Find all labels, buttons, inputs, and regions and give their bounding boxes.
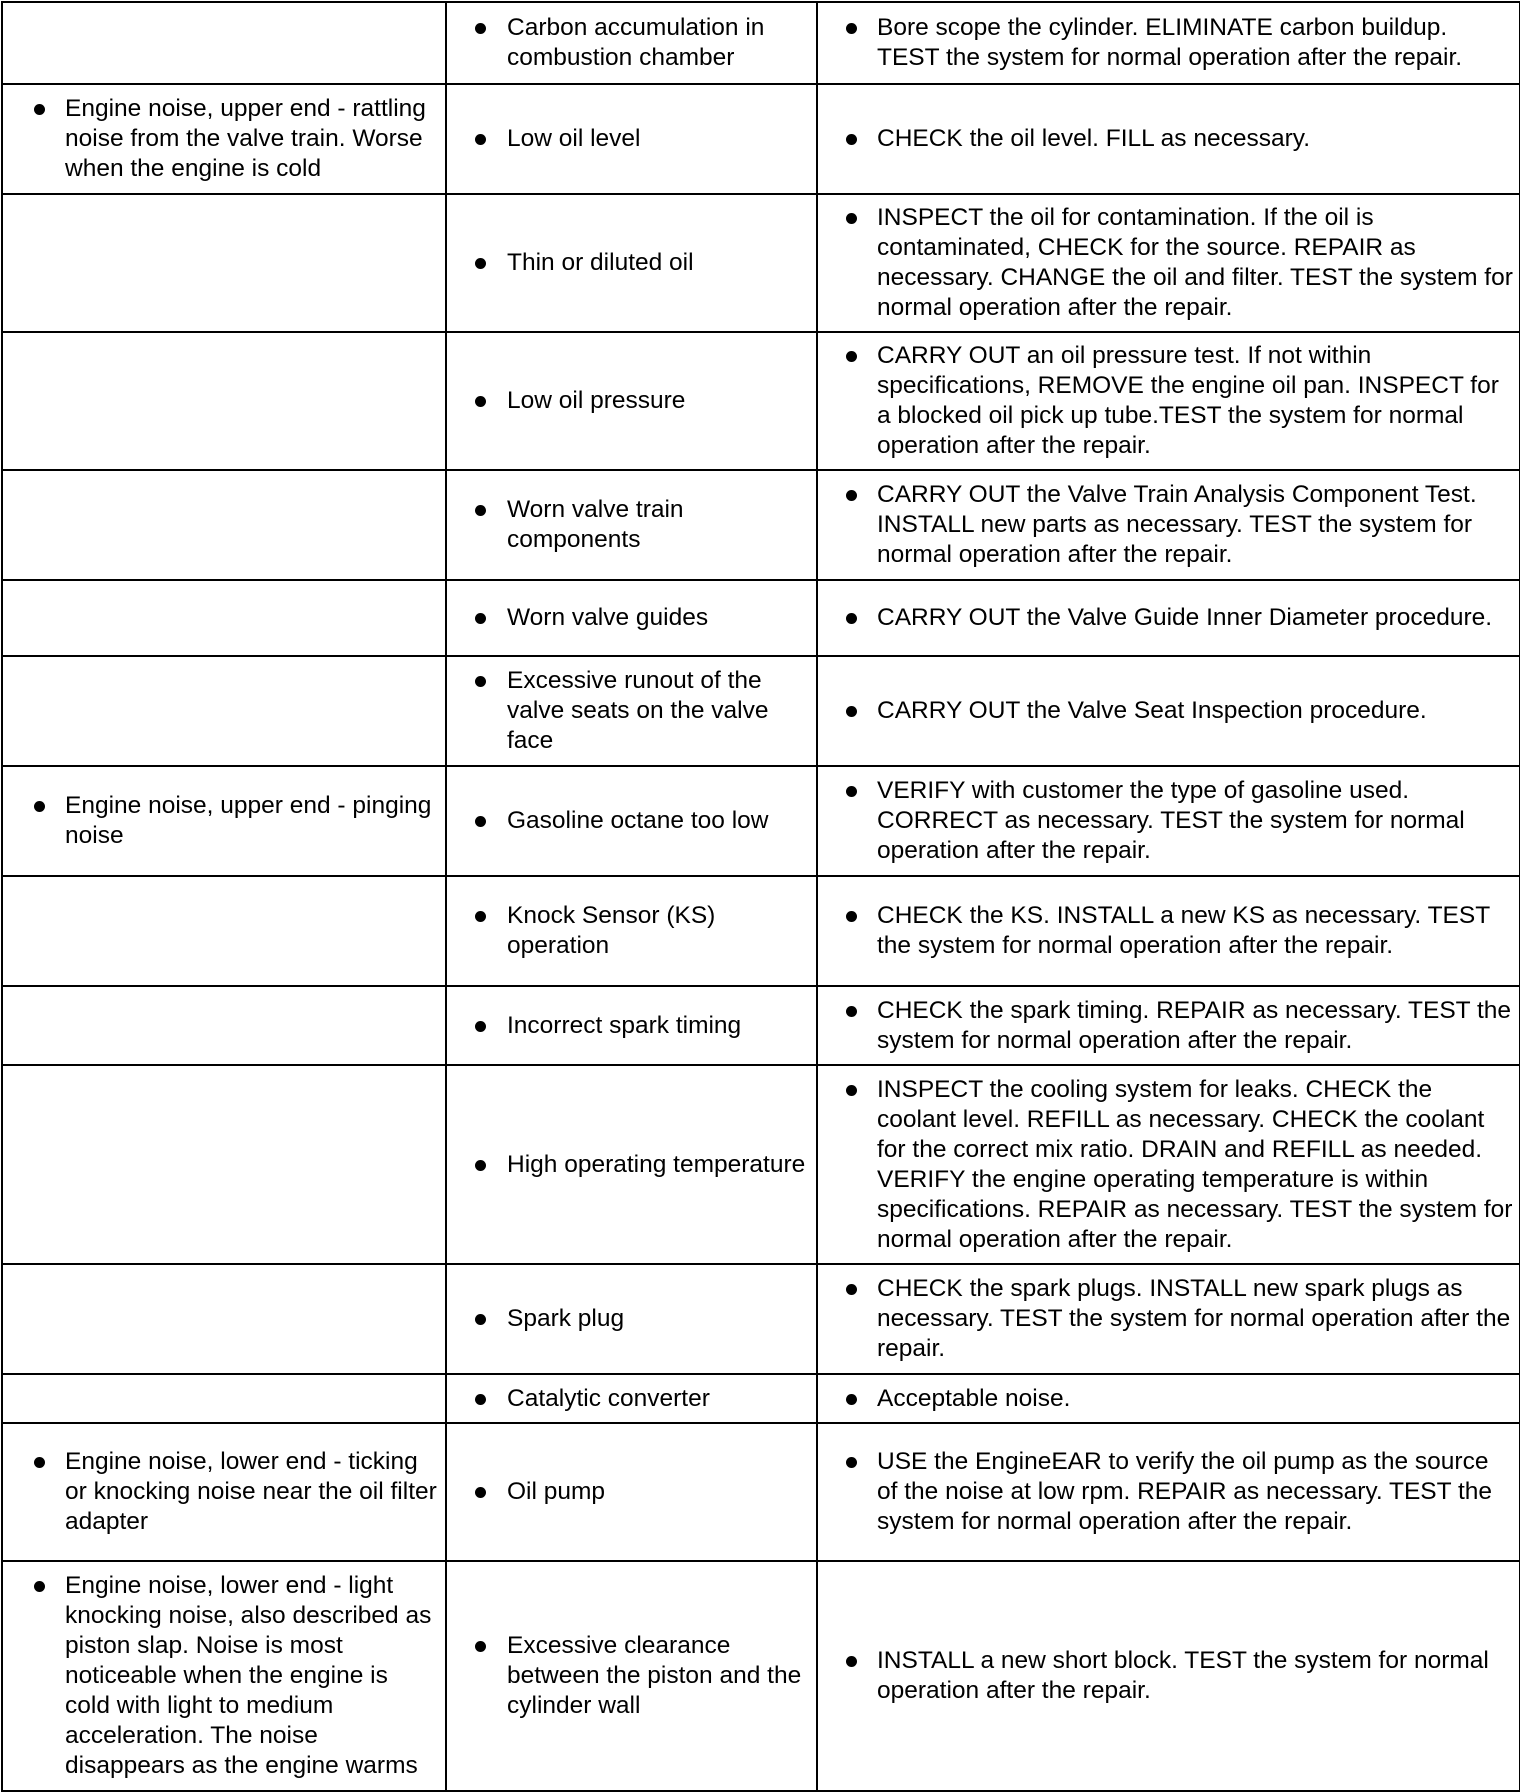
action-cell: [817, 766, 1520, 876]
cause-cell: [446, 194, 817, 332]
condition-cell: [2, 1561, 446, 1791]
bullet-icon: [846, 706, 857, 717]
bullet-icon: [846, 911, 857, 922]
action-cell: [817, 986, 1520, 1065]
action-text: VERIFY with customer the type of gasoline used. CORRECT as necessary. TEST the system for normal operation after the repair.: [877, 777, 1465, 864]
condition-cell: [2, 1423, 446, 1561]
bullet-icon: [475, 505, 486, 516]
bullet-icon: [34, 104, 45, 115]
table-row: [2, 1374, 1520, 1423]
cause-text: Low oil level: [507, 125, 641, 152]
action-text: CARRY OUT the Valve Train Analysis Component Test. INSTALL new parts as necessary. TEST the system for normal operation after the repair.: [877, 481, 1477, 568]
bullet-icon: [846, 213, 857, 224]
bullet-icon: [846, 490, 857, 501]
bullet-icon: [475, 1021, 486, 1032]
table-row: [2, 1423, 1520, 1561]
condition-cell: [2, 332, 446, 470]
condition-cell: [2, 2, 446, 84]
cause-cell: [446, 986, 817, 1065]
bullet-icon: [846, 351, 857, 362]
cause-text: Low oil pressure: [507, 387, 686, 414]
condition-text: Engine noise, lower end - light knocking noise, also described as piston slap. Noise is most noticeable when the engine is cold with light to medium acceleration. The noise disappears as the engine warms: [65, 1572, 432, 1779]
action-text: CHECK the spark timing. REPAIR as necessary. TEST the system for normal operation after the repair.: [877, 996, 1512, 1054]
cause-cell: [446, 580, 817, 656]
table-row: [2, 470, 1520, 580]
bullet-icon: [846, 1085, 857, 1096]
condition-text: Engine noise, upper end - rattling noise from the valve train. Worse when the engine is cold: [65, 95, 426, 182]
bullet-icon: [846, 134, 857, 145]
table-row: [2, 1065, 1520, 1264]
bullet-icon: [846, 23, 857, 34]
cause-text: High operating temperature: [507, 1150, 806, 1178]
bullet-icon: [34, 1457, 45, 1468]
action-text: Bore scope the cylinder. ELIMINATE carbon buildup. TEST the system for normal operation after the repair.: [877, 14, 1463, 71]
table-row: [2, 332, 1520, 470]
bullet-icon: [475, 613, 486, 624]
bullet-icon: [846, 613, 857, 624]
action-cell: [817, 1374, 1520, 1423]
action-text: CHECK the KS. INSTALL a new KS as necessary. TEST the system for normal operation after the repair.: [877, 902, 1490, 959]
cause-cell: [446, 332, 817, 470]
cause-cell: [446, 2, 817, 84]
action-cell: [817, 580, 1520, 656]
cause-text: Excessive runout of the valve seats on the valve face: [507, 667, 769, 754]
condition-cell: [2, 470, 446, 580]
bullet-icon: [475, 1487, 486, 1498]
cause-text: Spark plug: [507, 1305, 625, 1332]
table-row: [2, 194, 1520, 332]
cause-text: Worn valve guides: [507, 604, 709, 631]
action-text: INSPECT the oil for contamination. If the oil is contaminated, CHECK for the source. REPAIR as necessary. CHANGE the oil and filter. TEST the system for normal operation after the repair.: [877, 204, 1513, 321]
bullet-icon: [475, 676, 486, 687]
action-text: USE the EngineEAR to verify the oil pump as the source of the noise at low rpm. REPAIR as necessary. TEST the system for normal operation after the repair.: [877, 1448, 1493, 1535]
bullet-icon: [846, 1457, 857, 1468]
bullet-icon: [475, 1160, 486, 1171]
condition-cell: [2, 876, 446, 986]
cause-text: Catalytic converter: [507, 1384, 710, 1412]
table-row: [2, 656, 1520, 766]
action-text: CHECK the spark plugs. INSTALL new spark plugs as necessary. TEST the system for normal operation after the repair.: [877, 1275, 1511, 1362]
bullet-icon: [475, 396, 486, 407]
cause-cell: [446, 1423, 817, 1561]
cause-cell: [446, 1561, 817, 1791]
bullet-icon: [475, 1394, 486, 1405]
action-text: CARRY OUT an oil pressure test. If not within specifications, REMOVE the engine oil pan. INSPECT for a blocked oil pick up tube.TEST the system for normal operation after the repair.: [877, 342, 1499, 459]
bullet-icon: [475, 1641, 486, 1652]
action-text: CARRY OUT the Valve Seat Inspection procedure.: [877, 697, 1427, 724]
action-cell: [817, 2, 1520, 84]
action-text: CHECK the oil level. FILL as necessary.: [877, 125, 1311, 152]
bullet-icon: [846, 1394, 857, 1405]
condition-cell: [2, 1374, 446, 1423]
bullet-icon: [846, 1656, 857, 1667]
condition-text: Engine noise, lower end - ticking or knocking noise near the oil filter adapter: [65, 1448, 437, 1535]
cause-text: Carbon accumulation in combustion chamber: [507, 14, 765, 71]
table-row: [2, 986, 1520, 1065]
action-text: Acceptable noise.: [877, 1384, 1071, 1412]
cause-cell: [446, 470, 817, 580]
cause-text: Knock Sensor (KS) operation: [507, 902, 716, 959]
bullet-icon: [34, 1581, 45, 1592]
diagnosis-table: [1, 1, 1520, 1792]
action-text: CARRY OUT the Valve Guide Inner Diameter procedure.: [877, 604, 1493, 631]
cause-text: Oil pump: [507, 1478, 606, 1505]
table-row: [2, 876, 1520, 986]
action-cell: [817, 470, 1520, 580]
condition-cell: [2, 986, 446, 1065]
action-cell: [817, 1264, 1520, 1374]
condition-cell: [2, 84, 446, 194]
cause-text: Incorrect spark timing: [507, 1011, 742, 1039]
cause-cell: [446, 1264, 817, 1374]
action-text: INSTALL a new short block. TEST the system for normal operation after the repair.: [877, 1647, 1489, 1704]
bullet-icon: [475, 134, 486, 145]
cause-text: Excessive clearance between the piston and the cylinder wall: [507, 1632, 802, 1719]
table-row: [2, 766, 1520, 876]
cause-cell: [446, 656, 817, 766]
bullet-icon: [846, 1006, 857, 1017]
table-body: [2, 2, 1520, 1791]
condition-cell: [2, 766, 446, 876]
bullet-icon: [475, 23, 486, 34]
cause-text: Gasoline octane too low: [507, 807, 769, 834]
cause-cell: [446, 1374, 817, 1423]
table-row: [2, 1264, 1520, 1374]
bullet-icon: [475, 816, 486, 827]
condition-cell: [2, 1065, 446, 1264]
cause-text: Worn valve train components: [507, 496, 684, 553]
action-cell: [817, 194, 1520, 332]
bullet-icon: [475, 258, 486, 269]
condition-cell: [2, 656, 446, 766]
action-text: INSPECT the cooling system for leaks. CHECK the coolant level. REFILL as necessary. CHECK the coolant for the correct mix ratio. DRAIN and REFILL as needed. VERIFY the engine operating temperature is within specifications. REPAIR as necessary. TEST the system for normal operation after the repair.: [877, 1075, 1513, 1253]
bullet-icon: [846, 786, 857, 797]
condition-cell: [2, 580, 446, 656]
cause-cell: [446, 1065, 817, 1264]
bullet-icon: [475, 1314, 486, 1325]
action-cell: [817, 1065, 1520, 1264]
table-row: [2, 1561, 1520, 1791]
condition-cell: [2, 1264, 446, 1374]
table-row: [2, 84, 1520, 194]
cause-cell: [446, 876, 817, 986]
bullet-icon: [475, 911, 486, 922]
cause-cell: [446, 766, 817, 876]
bullet-icon: [846, 1284, 857, 1295]
condition-cell: [2, 194, 446, 332]
cause-cell: [446, 84, 817, 194]
cause-text: Thin or diluted oil: [507, 249, 694, 276]
bullet-icon: [34, 801, 45, 812]
action-cell: [817, 656, 1520, 766]
table-row: [2, 2, 1520, 84]
action-cell: [817, 332, 1520, 470]
action-cell: [817, 1561, 1520, 1791]
action-cell: [817, 1423, 1520, 1561]
action-cell: [817, 84, 1520, 194]
condition-text: Engine noise, upper end - pinging noise: [65, 792, 432, 849]
table-row: [2, 580, 1520, 656]
action-cell: [817, 876, 1520, 986]
